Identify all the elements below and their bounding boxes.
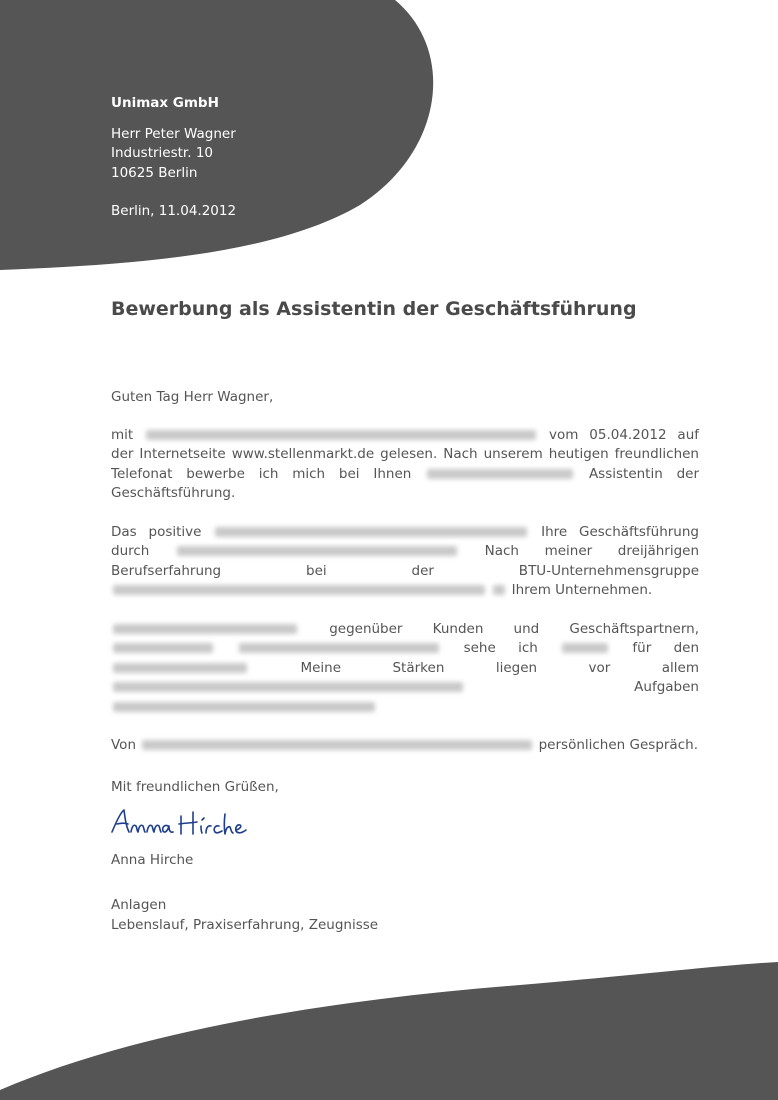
redacted-text — [113, 643, 213, 653]
footer-shape — [0, 960, 778, 1100]
p4-text-a: Von — [111, 737, 137, 753]
paragraph-2 — [111, 523, 699, 601]
signature-image — [109, 806, 249, 840]
paragraph-3 — [111, 620, 699, 718]
letter-body — [111, 388, 699, 775]
p2-text-c: Nach meiner dreijährigen Berufserfahrung bei der BTU-Unternehmensgruppe — [111, 543, 700, 579]
p1-text-b: vom 05.04.2012 auf der Internetseite www.stellenmarkt.de gelesen. Nach unserem heutigen freundlichen Telefonat bewerbe ich mich bei Ihnen — [111, 426, 700, 482]
letter-subject: Bewerbung als Assistentin der Geschäftsführung — [111, 298, 637, 320]
redacted-text — [113, 663, 247, 673]
p2-text-b: Ihre Geschäftsführung durch — [111, 523, 699, 559]
recipient-address — [111, 94, 236, 222]
company-name: Unimax GmbH — [111, 95, 219, 111]
attachments-list: Lebenslauf, Praxiserfahrung, Zeugnisse — [111, 916, 379, 933]
attachments-label: Anlagen — [111, 897, 167, 913]
p3-text-c: für den — [632, 640, 700, 656]
redacted-text — [113, 624, 297, 634]
redacted-text — [113, 682, 463, 692]
redacted-text — [427, 469, 573, 479]
p4-text-b: persönlichen Gespräch. — [538, 737, 698, 753]
p2-text-d: Ihrem Unternehmen. — [511, 582, 653, 598]
attachments — [111, 896, 378, 935]
redacted-text — [562, 643, 608, 653]
p1-text-a: mit — [111, 426, 134, 443]
paragraph-4 — [111, 736, 699, 756]
p3-text-b: sehe ich — [463, 640, 538, 656]
redacted-text — [215, 527, 527, 537]
signatory-name: Anna Hirche — [111, 852, 194, 868]
p3-text-e: Aufgaben — [634, 679, 699, 695]
closing: Mit freundlichen Grüßen, — [111, 779, 279, 795]
paragraph-1 — [111, 426, 699, 504]
p3-text-a: gegenüber Kunden und Geschäftspartnern, — [329, 620, 700, 637]
p3-text-d: Meine Stärken liegen vor allem — [300, 659, 700, 676]
redacted-text — [113, 702, 375, 712]
redacted-text — [113, 585, 485, 595]
redacted-text — [493, 585, 505, 595]
redacted-text — [146, 430, 536, 440]
city: 10625 Berlin — [111, 164, 198, 181]
redacted-text — [177, 546, 457, 556]
redacted-text — [142, 740, 532, 750]
letter-date: Berlin, 11.04.2012 — [111, 203, 237, 219]
contact-name: Herr Peter Wagner — [111, 125, 236, 142]
redacted-text — [239, 643, 439, 653]
greeting: Guten Tag Herr Wagner, — [111, 389, 274, 405]
p2-text-a: Das positive — [111, 523, 202, 540]
p1-text-c: Assistentin der Geschäftsführung. — [111, 465, 700, 501]
street: Industriestr. 10 — [111, 145, 213, 161]
